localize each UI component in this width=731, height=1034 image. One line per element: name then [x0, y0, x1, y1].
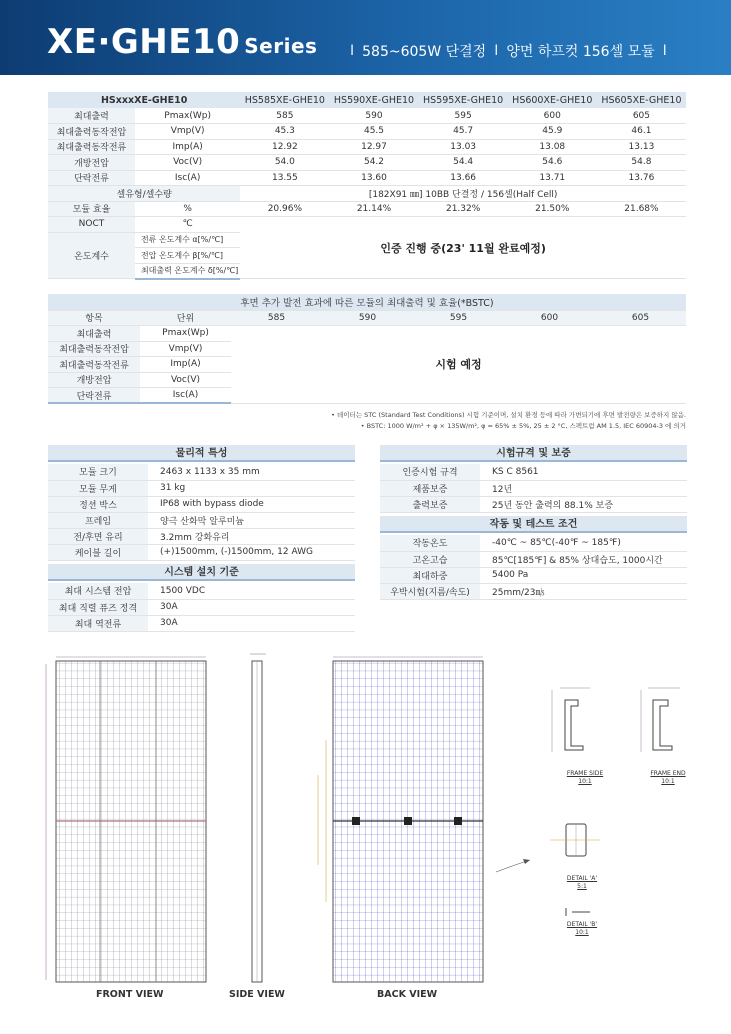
frame-side-label: FRAME SIDE 10:1 — [566, 770, 604, 785]
physical-value: 31 kg — [148, 480, 355, 496]
temp-coeff-row: 전압 온도계수 β[%/℃] — [135, 248, 240, 264]
spec-row-label: 최대출력 — [48, 108, 135, 124]
bstc-row-unit: Voc(V) — [140, 372, 231, 388]
spec-value: 585 — [240, 108, 329, 124]
bstc-row-label: 최대출력동작전류 — [48, 357, 140, 373]
spec-row-label: 개방전압 — [48, 155, 135, 171]
model-header: HS585XE-GHE10 — [240, 92, 329, 108]
certification-value: KS C 8561 — [480, 464, 687, 480]
spec-header-row — [48, 92, 686, 108]
efficiency-label: 모듈 효율 — [48, 201, 135, 217]
bstc-col-item: 항목 — [48, 310, 140, 326]
detail-b-label: DETAIL 'B' 10:1 — [566, 921, 598, 936]
noct-label: NOCT — [48, 217, 135, 233]
physical-value: 2463 x 1133 x 35 mm — [148, 464, 355, 480]
system-title: 시스템 설치 기준 — [48, 564, 355, 581]
operating-table — [380, 535, 687, 600]
physical-value: 3.2mm 강화유리 — [148, 528, 355, 544]
spec-value: 590 — [329, 108, 418, 124]
bstc-caption: 후면 추가 발전 효과에 따른 모듈의 최대출력 및 효율(*BSTC) — [48, 294, 686, 310]
bstc-col: 585 — [231, 310, 322, 326]
spec-value: 54.6 — [508, 155, 597, 171]
physical-value: (+)1500mm, (-)1500mm, 12 AWG — [148, 544, 355, 560]
bstc-pending: 시험 예정 — [231, 326, 686, 404]
product-title: XE·GHE10 Series — [47, 22, 318, 62]
bstc-row-label: 최대출력 — [48, 326, 140, 342]
certification-table — [380, 464, 687, 513]
physical-key: 프레임 — [48, 512, 148, 528]
footnote-stc: • 데이터는 STC (Standard Test Conditions) 시험 기준이며, 설치 환경 등에 따라 가변되기에 후면 발전량은 보증하지 않음. — [331, 411, 686, 419]
system-value: 1500 VDC — [148, 583, 355, 599]
operating-value: 5400 Pa — [480, 567, 687, 583]
spec-row-unit: Imp(A) — [135, 139, 240, 155]
spec-value: 605 — [597, 108, 686, 124]
spec-value: 45.9 — [508, 124, 597, 140]
temp-coeff-row: 최대출력 온도계수 δ[%/℃] — [135, 263, 240, 279]
spec-value: 45.7 — [419, 124, 508, 140]
spec-row-label: 단락전류 — [48, 170, 135, 186]
bstc-col: 600 — [504, 310, 595, 326]
front-view-label: FRONT VIEW — [96, 989, 164, 1000]
physical-key: 모듈 무게 — [48, 480, 148, 496]
spec-value: 13.66 — [419, 170, 508, 186]
frame-side-drawing — [552, 688, 590, 752]
system-value: 30A — [148, 599, 355, 615]
model-header: HS590XE-GHE10 — [329, 92, 418, 108]
page-header — [0, 0, 731, 75]
spec-value: 595 — [419, 108, 508, 124]
spec-row-unit: Voc(V) — [135, 155, 240, 171]
efficiency-value: 21.68% — [597, 201, 686, 217]
detail-a-drawing — [550, 824, 600, 856]
spec-value: 12.97 — [329, 139, 418, 155]
operating-key: 최대하중 — [380, 567, 480, 583]
certification-pending: 인증 진행 중(23' 11월 완료예정) — [240, 217, 686, 279]
bstc-row-label: 개방전압 — [48, 372, 140, 388]
module-drawings — [0, 640, 731, 1034]
physical-value: IP68 with bypass diode — [148, 496, 355, 512]
system-key: 최대 역전류 — [48, 615, 148, 631]
model-header: HS595XE-GHE10 — [419, 92, 508, 108]
operating-key: 우박시험(지름/속도) — [380, 583, 480, 599]
spec-row-label: 최대출력동작전류 — [48, 139, 135, 155]
certification-key: 인증시험 규격 — [380, 464, 480, 480]
side-view-label: SIDE VIEW — [229, 989, 285, 1000]
side-view-drawing — [250, 654, 266, 982]
system-key: 최대 시스템 전압 — [48, 583, 148, 599]
spec-value: 13.03 — [419, 139, 508, 155]
detail-a-label: DETAIL 'A' 5:1 — [566, 875, 598, 890]
system-value: 30A — [148, 615, 355, 631]
bstc-row-unit: Imp(A) — [140, 357, 231, 373]
spec-row — [48, 124, 686, 140]
spec-value: 54.0 — [240, 155, 329, 171]
back-view-label: BACK VIEW — [377, 989, 438, 1000]
spec-value: 13.60 — [329, 170, 418, 186]
detail-b-drawing — [566, 908, 590, 916]
operating-key: 고온고습 — [380, 551, 480, 567]
efficiency-value: 20.96% — [240, 201, 329, 217]
spec-title: HSxxxXE-GHE10 — [48, 92, 240, 108]
footnotes — [331, 410, 686, 432]
model-header: HS605XE-GHE10 — [597, 92, 686, 108]
footnote-bstc: • BSTC: 1000 W/m² + φ × 135W/m², φ = 65% ± 5%, 25 ± 2 °C, 스펙트럼 AM 1.5, IEC 60904-3 에 의거 — [360, 422, 686, 430]
bstc-col: 605 — [595, 310, 686, 326]
spec-value: 45.5 — [329, 124, 418, 140]
spec-row-unit: Vmp(V) — [135, 124, 240, 140]
spec-value: 54.4 — [419, 155, 508, 171]
operating-value: 85℃[185℉] & 85% 상대습도, 1000시간 — [480, 551, 687, 567]
certification-title: 시험규격 및 보증 — [380, 445, 687, 462]
operating-key: 작동온도 — [380, 535, 480, 551]
spec-value: 13.76 — [597, 170, 686, 186]
cell-type-label: 셀유형/셀수량 — [48, 186, 240, 202]
spec-value: 45.3 — [240, 124, 329, 140]
temp-coeff-row: 전류 온도계수 α[%/℃] — [135, 232, 240, 248]
bstc-row-label: 최대출력동작전압 — [48, 341, 140, 357]
frame-end-drawing — [641, 688, 680, 752]
physical-key: 모듈 크기 — [48, 464, 148, 480]
spec-value: 13.13 — [597, 139, 686, 155]
bstc-row-unit: Isc(A) — [140, 388, 231, 404]
product-subtitle: I 585~605W 단결정 I 양면 하프컷 156셀 모듈 I — [350, 43, 667, 60]
certification-value: 12년 — [480, 480, 687, 496]
certification-key: 제품보증 — [380, 480, 480, 496]
bstc-row-label: 단락전류 — [48, 388, 140, 404]
temp-coeff-label: 온도계수 — [48, 232, 135, 279]
certification-key: 출력보증 — [380, 496, 480, 512]
spec-row-label: 최대출력동작전압 — [48, 124, 135, 140]
spec-value: 13.55 — [240, 170, 329, 186]
back-view-drawing — [318, 657, 530, 982]
spec-value: 13.71 — [508, 170, 597, 186]
noct-unit: ℃ — [135, 217, 240, 233]
spec-row — [48, 139, 686, 155]
spec-value: 46.1 — [597, 124, 686, 140]
front-view-drawing — [46, 657, 206, 982]
frame-end-label: FRAME END 10:1 — [650, 770, 686, 785]
spec-row — [48, 155, 686, 171]
bstc-col: 590 — [322, 310, 413, 326]
efficiency-value: 21.50% — [508, 201, 597, 217]
physical-table — [48, 464, 355, 561]
cell-type-value: [182X91 ㎜] 10BB 단결정 / 156셀(Half Cell) — [240, 186, 686, 202]
spec-value: 54.2 — [329, 155, 418, 171]
spec-value: 13.08 — [508, 139, 597, 155]
operating-title: 작동 및 테스트 조건 — [380, 516, 687, 533]
bstc-row-unit: Pmax(Wp) — [140, 326, 231, 342]
bstc-col: 595 — [413, 310, 504, 326]
efficiency-unit: % — [135, 201, 240, 217]
physical-key: 정션 박스 — [48, 496, 148, 512]
spec-row — [48, 170, 686, 186]
model-header: HS600XE-GHE10 — [508, 92, 597, 108]
spec-row-unit: Isc(A) — [135, 170, 240, 186]
bstc-col-unit: 단위 — [140, 310, 231, 326]
efficiency-value: 21.32% — [419, 201, 508, 217]
spec-value: 600 — [508, 108, 597, 124]
certification-value: 25년 동안 출력의 88.1% 보증 — [480, 496, 687, 512]
electrical-spec-table — [48, 92, 686, 280]
operating-value: -40℃ ~ 85℃(-40℉ ~ 185℉) — [480, 535, 687, 551]
efficiency-value: 21.14% — [329, 201, 418, 217]
physical-key: 케이블 길이 — [48, 544, 148, 560]
spec-value: 12.92 — [240, 139, 329, 155]
operating-value: 25mm/23㎧ — [480, 583, 687, 599]
bstc-table — [48, 294, 686, 404]
spec-row-unit: Pmax(Wp) — [135, 108, 240, 124]
physical-value: 양극 산화막 알루미늄 — [148, 512, 355, 528]
spec-value: 54.8 — [597, 155, 686, 171]
bstc-row-unit: Vmp(V) — [140, 341, 231, 357]
system-key: 최대 직렬 퓨즈 정격 — [48, 599, 148, 615]
physical-key: 전/후면 유리 — [48, 528, 148, 544]
system-table — [48, 583, 355, 632]
physical-title: 물리적 특성 — [48, 445, 355, 462]
spec-row — [48, 108, 686, 124]
